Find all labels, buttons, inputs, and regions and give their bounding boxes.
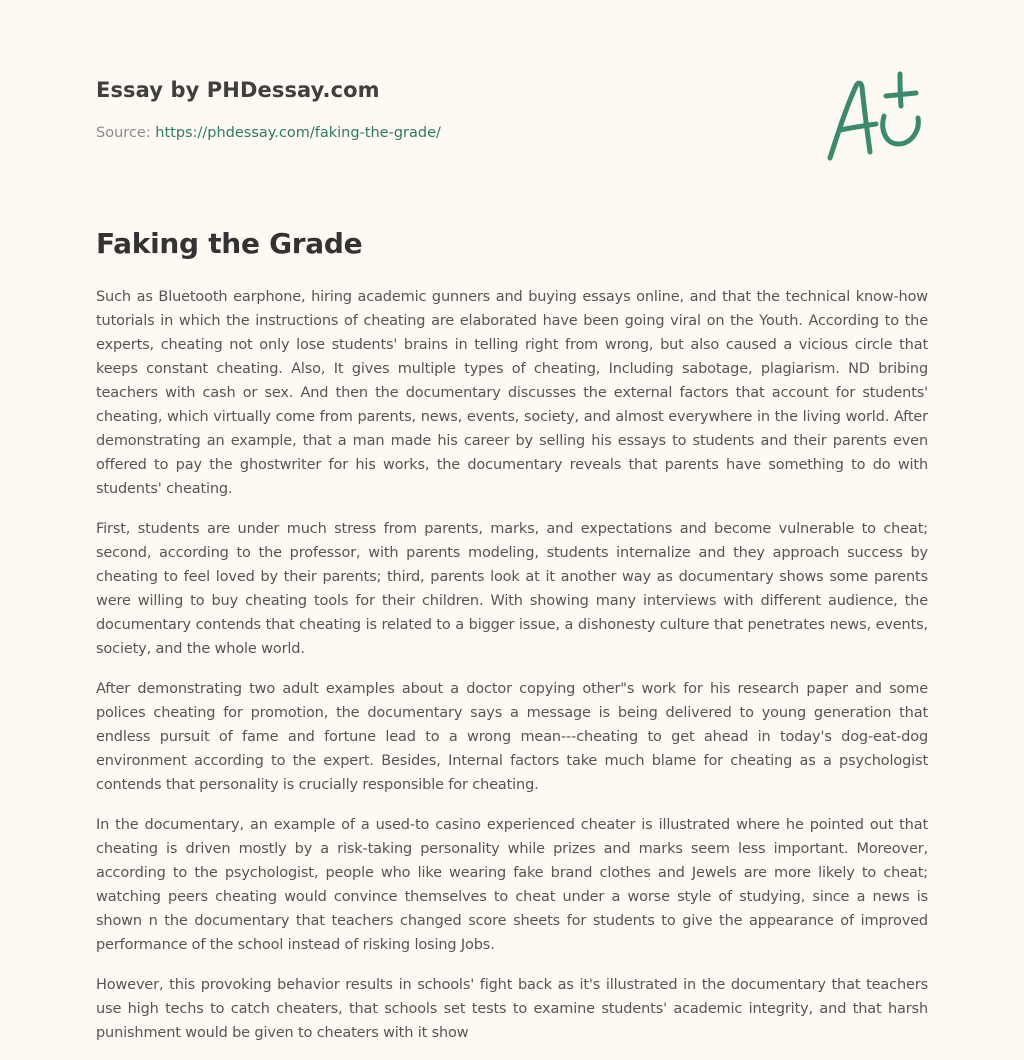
essay-body bbox=[96, 285, 928, 1060]
source-link[interactable]: https://phdessay.com/faking-the-grade/ bbox=[155, 125, 441, 141]
essay-paragraph: First, students are under much stress from parents, marks, and expectations and become vulnerable to cheat; second, according to the professor, with parents modeling, students internalize and they approach success by cheating to feel loved by their parents; third, parents look at it another way as documentary shows some parents were willing to buy cheating tools for their children. With showing many interviews with different audience, the documentary contends that cheating is related to a bigger issue, a dishonesty culture that penetrates news, events, society, and the whole world. bbox=[96, 521, 928, 657]
essay-paragraph: After demonstrating two adult examples about a doctor copying other"s work for his research paper and some polices cheating for promotion, the documentary says a message is being delivered to young generation that endless pursuit of fame and fortune lead to a wrong mean---cheating to get ahead in today's dog-eat-dog environment according to the expert. Besides, Internal factors take much blame for cheating as a psychologist contends that personality is crucially responsible for cheating. bbox=[96, 681, 928, 793]
a-plus-grade-icon bbox=[822, 68, 930, 166]
page-header bbox=[96, 74, 696, 143]
essay-title: Faking the Grade bbox=[96, 227, 363, 260]
source-line bbox=[96, 123, 696, 143]
site-brand: Essay by PHDessay.com bbox=[96, 78, 380, 102]
essay-paragraph: However, this provoking behavior results in schools' fight back as it's illustrated in the documentary that teachers use high techs to catch cheaters, that schools set tests to examine students' academic integrity, and that harsh punishment would be given to cheaters with it show bbox=[96, 977, 928, 1041]
essay-paragraph: Such as Bluetooth earphone, hiring academic gunners and buying essays online, and that the technical know-how tutorials in which the instructions of cheating are elaborated have been going viral on the Youth. According to the experts, cheating not only lose students' brains in telling right from wrong, but also caused a vicious circle that keeps constant cheating. Also, It gives multiple types of cheating, Including sabotage, plagiarism. ND bribing teachers with cash or sex. And then the documentary discusses the external factors that account for students' cheating, which virtually come from parents, news, events, society, and almost everywhere in the living world. After demonstrating an example, that a man made his career by selling his essays to students and their parents even offered to pay the ghostwriter for his works, the documentary reveals that parents have something to do with students' cheating. bbox=[96, 289, 928, 497]
essay-paragraph: In the documentary, an example of a used-to casino experienced cheater is illustrated where he pointed out that cheating is driven mostly by a risk-taking personality while prizes and marks seem less important. Moreover, according to the psychologist, people who like wearing fake brand clothes and Jewels are more likely to cheat; watching peers cheating would convince themselves to cheat under a worse style of studying, since a news is shown n the documentary that teachers changed score sheets for students to give the appearance of improved performance of the school instead of risking losing Jobs. bbox=[96, 817, 928, 953]
source-label: Source: bbox=[96, 125, 151, 141]
